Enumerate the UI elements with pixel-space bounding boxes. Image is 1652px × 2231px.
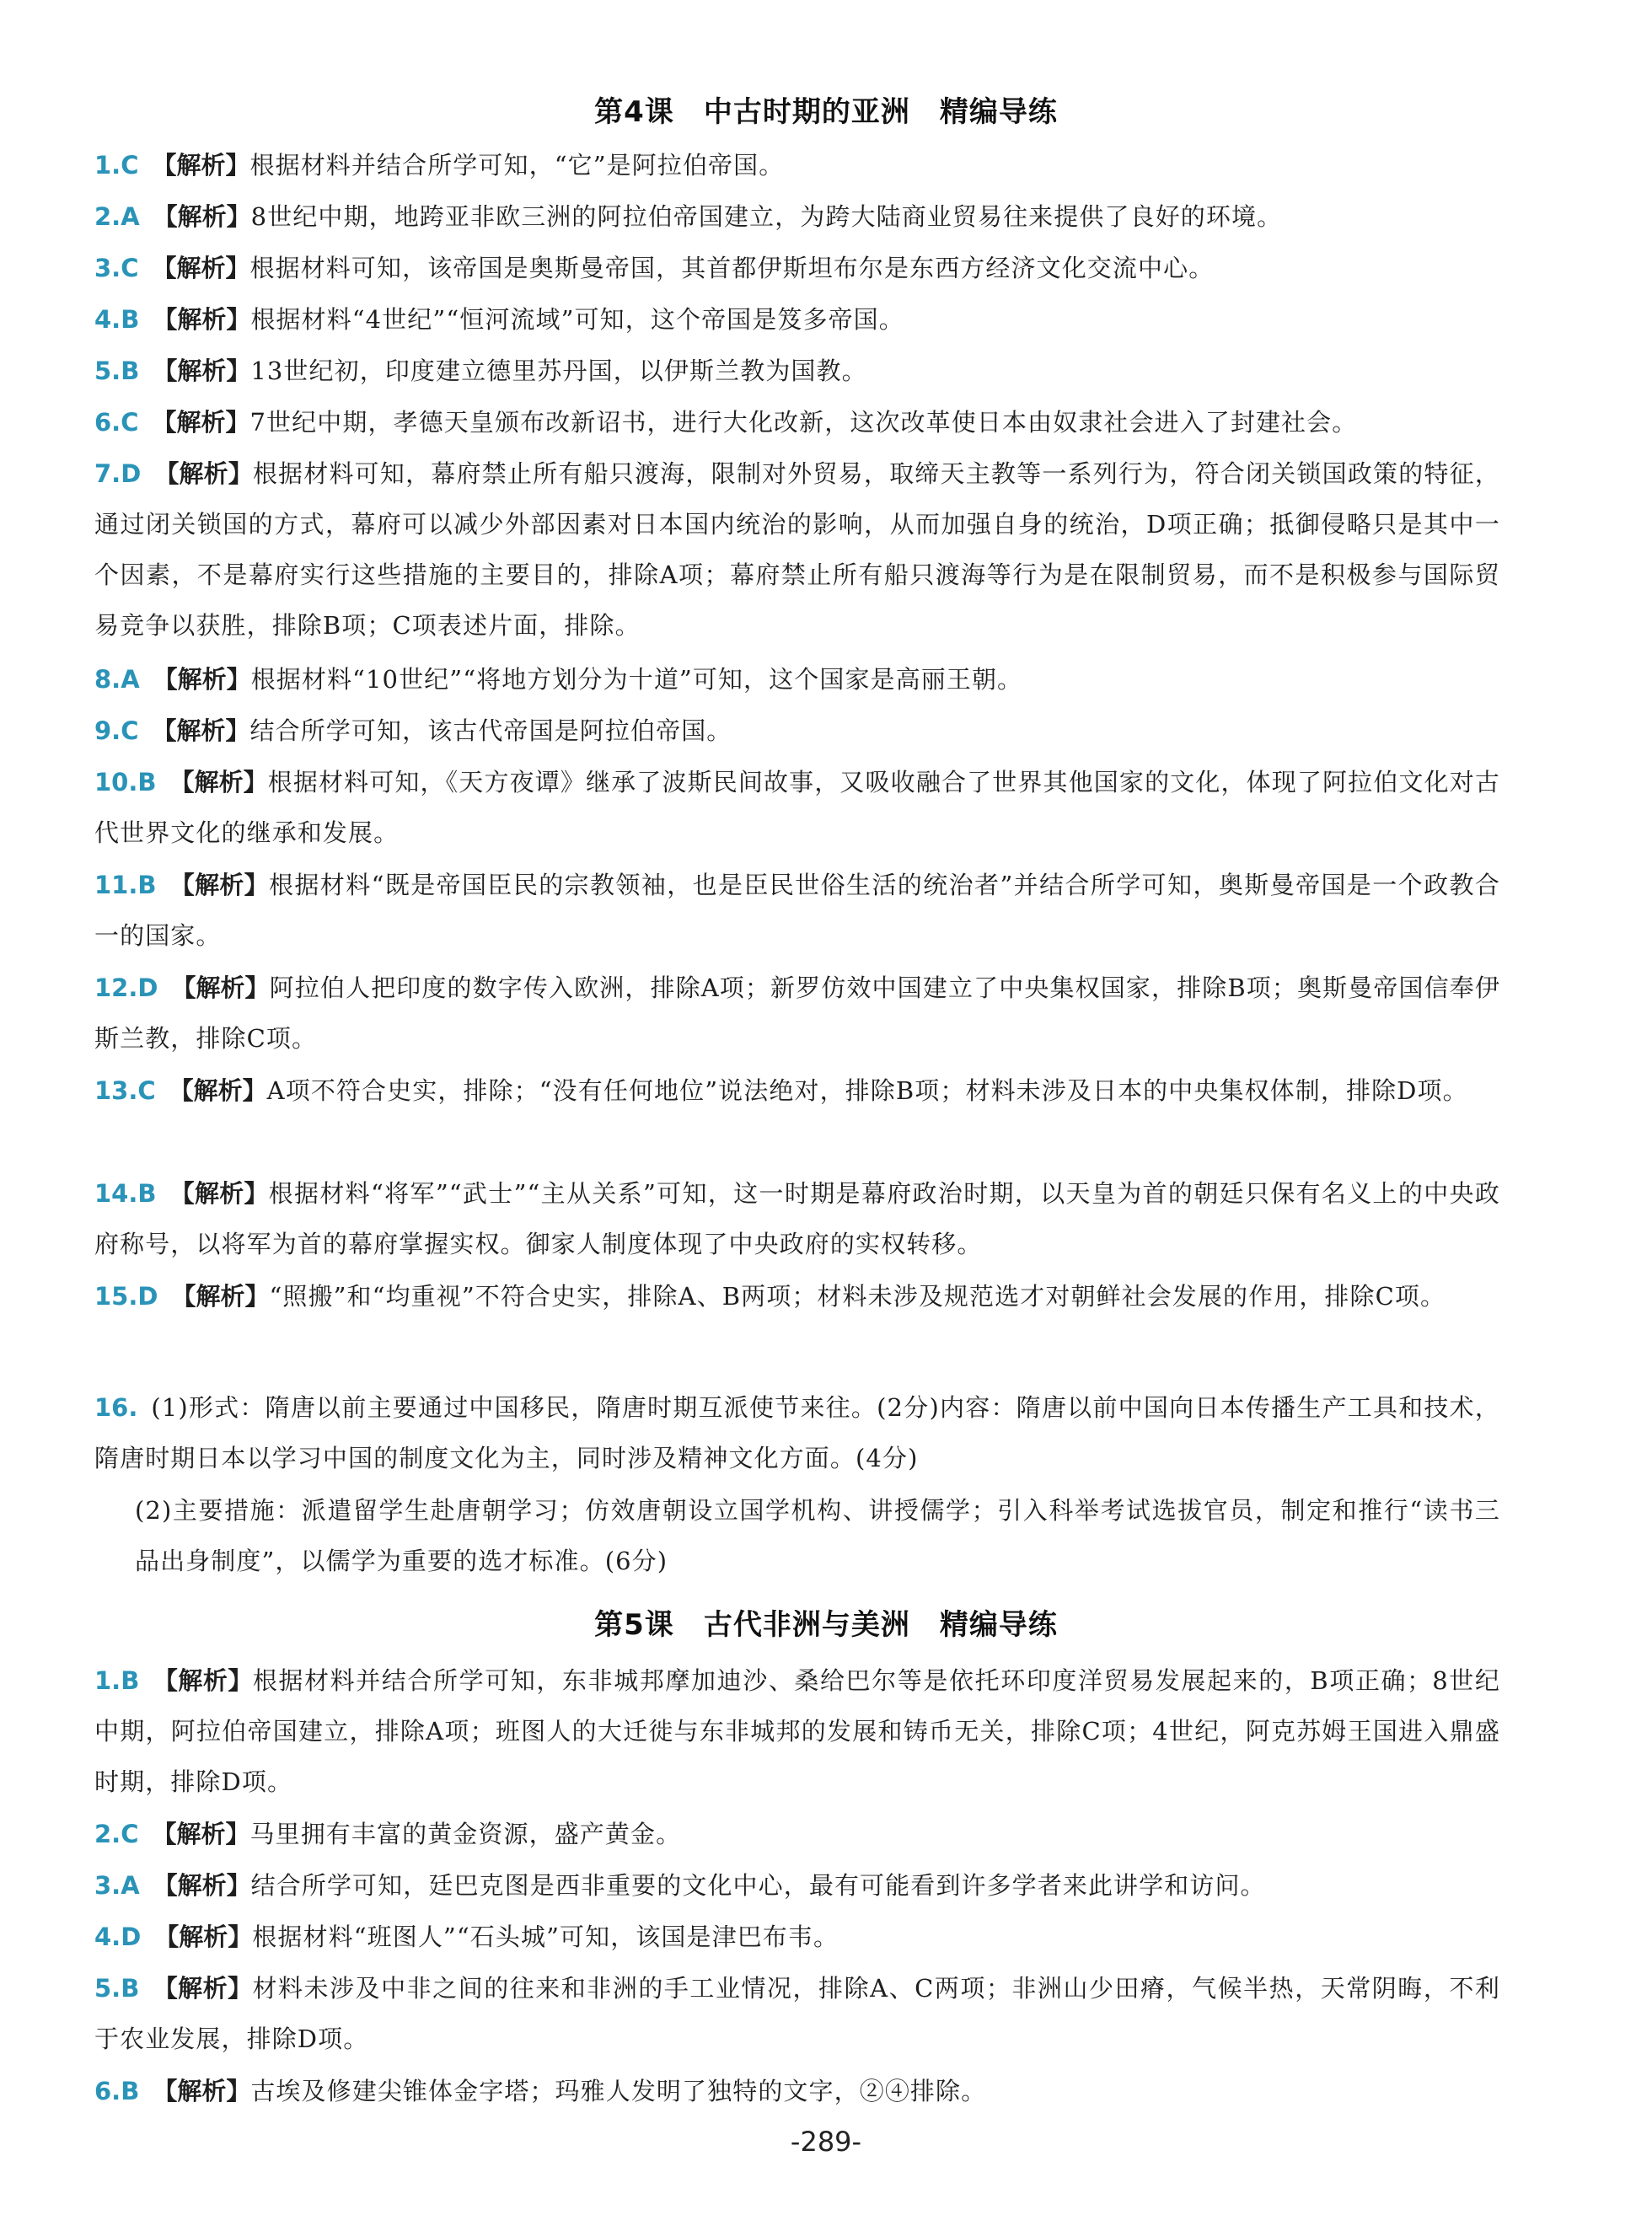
analysis-tag: 【解析】	[153, 357, 251, 385]
answer-text: 根据材料并结合所学可知，“它”是阿拉伯帝国。	[249, 151, 785, 180]
answer-text: “照搬”和“均重视”不符合史实，排除A、B两项；材料未涉及规范选才对朝鲜社会发展的作用，排除C项。	[269, 1282, 1446, 1311]
analysis-tag: 【解析】	[154, 459, 253, 488]
analysis-tag: 【解析】	[169, 871, 269, 899]
answer-text: 根据材料“4世纪”“恒河流域”可知，这个帝国是笈多帝国。	[250, 305, 904, 334]
answer-number: 2.A	[94, 202, 140, 231]
answer-item-16	[94, 1382, 1500, 1483]
analysis-tag: 【解析】	[153, 202, 251, 231]
answer-number: 3.A	[94, 1871, 140, 1900]
answer-item	[94, 654, 1500, 705]
answer-number: 1.B	[94, 1666, 140, 1695]
answer-number: 7.D	[94, 459, 142, 488]
answer-item	[94, 1271, 1500, 1322]
answer-text: 根据材料可知，该帝国是奥斯曼帝国，其首都伊斯坦布尔是东西方经济文化交流中心。	[249, 254, 1215, 282]
answer-text: 结合所学可知，该古代帝国是阿拉伯帝国。	[249, 716, 732, 745]
answer-number: 9.C	[94, 716, 139, 745]
answer-item	[94, 140, 1500, 190]
analysis-tag: 【解析】	[169, 768, 268, 796]
answer-number: 15.D	[94, 1282, 158, 1311]
analysis-tag: 【解析】	[153, 305, 251, 334]
answer-item	[94, 860, 1500, 961]
answer-text: 根据材料可知，幕府禁止所有船只渡海，限制对外贸易，取缔天主教等一系列行为，符合闭关锁国政策的特征，通过闭关锁国的方式，幕府可以减少外部因素对日本国内统治的影响，从而加强自身的统治，D项正确；抵御侵略只是其中一个因素，不是幕府实行这些措施的主要目的，排除A项；幕府禁止所有船只渡海等行为是在限制贸易，而不是积极参与国际贸易竞争以获胜，排除B项；C项表述片面，排除。	[94, 459, 1500, 640]
lesson-5-title: 第5课 古代非洲与美洲 精编导练	[594, 1608, 1058, 1642]
answer-number: 4.B	[94, 305, 140, 334]
answer-text: 根据材料“将军”“武士”“主从关系”可知，这一时期是幕府政治时期，以天皇为首的朝廷只保有名义上的中央政府称号，以将军为首的幕府掌握实权。御家人制度体现了中央政府的实权转移。	[94, 1179, 1500, 1258]
answer-item	[94, 346, 1500, 396]
answer-subpart: (2)主要措施：派遣留学生赴唐朝学习；仿效唐朝设立国学机构、讲授儒学；引入科举考试选拔官员，制定和推行“读书三品出身制度”，以儒学为重要的选才标准。(6分)	[135, 1496, 1500, 1575]
analysis-tag: 【解析】	[153, 1974, 253, 2003]
analysis-tag: 【解析】	[153, 1871, 251, 1900]
answer-text: 马里拥有丰富的黄金资源，盛产黄金。	[249, 1820, 682, 1848]
lesson-4-title: 第4课 中古时期的亚洲 精编导练	[594, 95, 1058, 129]
analysis-tag: 【解析】	[154, 1923, 253, 1951]
answer-number: 13.C	[94, 1076, 156, 1105]
answer-text: 根据材料“10世纪”“将地方划分为十道”可知，这个国家是高丽王朝。	[250, 665, 1023, 694]
answer-text: 根据材料并结合所学可知，东非城邦摩加迪沙、桑给巴尔等是依托环印度洋贸易发展起来的，B项正确；8世纪中期，阿拉伯帝国建立，排除A项；班图人的大迁徙与东非城邦的发展和铸币无关，排除C项；4世纪，阿克苏姆王国进入鼎盛时期，排除D项。	[94, 1666, 1500, 1796]
analysis-tag: 【解析】	[152, 254, 250, 282]
answer-text: 13世纪初，印度建立德里苏丹国，以伊斯兰教为国教。	[250, 357, 867, 385]
answer-text: 古埃及修建尖锥体金字塔；玛雅人发明了独特的文字，②④排除。	[250, 2077, 987, 2105]
answer-number: 16.	[94, 1393, 138, 1422]
answer-number: 4.D	[94, 1923, 142, 1951]
analysis-tag: 【解析】	[171, 1282, 270, 1311]
answer-item	[94, 1912, 1500, 1962]
analysis-tag: 【解析】	[153, 665, 251, 694]
answer-number: 1.C	[94, 151, 139, 180]
answer-item	[94, 963, 1500, 1064]
answer-text: 根据材料可知，《天方夜谭》继承了波斯民间故事，又吸收融合了世界其他国家的文化，体现了阿拉伯文化对古代世界文化的继承和发展。	[94, 768, 1500, 847]
analysis-tag: 【解析】	[152, 151, 250, 180]
answer-number: 5.B	[94, 357, 140, 385]
analysis-tag: 【解析】	[169, 1076, 267, 1105]
answer-number: 12.D	[94, 973, 158, 1002]
answer-item	[94, 294, 1500, 345]
analysis-tag: 【解析】	[171, 973, 270, 1002]
answer-text: 根据材料“既是帝国臣民的宗教领袖，也是臣民世俗生活的统治者”并结合所学可知，奥斯曼帝国是一个政教合一的国家。	[94, 871, 1500, 950]
answer-number: 6.B	[94, 2077, 140, 2105]
answer-text: 材料未涉及中非之间的往来和非洲的手工业情况，排除A、C两项；非洲山少田瘠，气候半热，天常阴晦，不利于农业发展，排除D项。	[94, 1974, 1500, 2053]
answer-item	[94, 1168, 1500, 1269]
answer-number: 3.C	[94, 254, 139, 282]
analysis-tag: 【解析】	[152, 716, 250, 745]
answer-item	[94, 1809, 1500, 1859]
answer-item	[94, 757, 1500, 858]
answer-number: 10.B	[94, 768, 157, 796]
answer-item	[94, 243, 1500, 293]
analysis-tag: 【解析】	[153, 2077, 251, 2105]
analysis-tag: 【解析】	[153, 1666, 253, 1695]
answer-number: 6.C	[94, 408, 139, 437]
analysis-tag: 【解析】	[169, 1179, 269, 1208]
answer-item	[94, 397, 1500, 448]
answer-number: 11.B	[94, 871, 157, 899]
answer-text: 8世纪中期，地跨亚非欧三洲的阿拉伯帝国建立，为跨大陆商业贸易往来提供了良好的环境。	[250, 202, 1283, 231]
answer-item	[94, 705, 1500, 756]
answer-text: 阿拉伯人把印度的数字传入欧洲，排除A项；新罗仿效中国建立了中央集权国家，排除B项；奥斯曼帝国信奉伊斯兰教，排除C项。	[94, 973, 1500, 1053]
answer-item	[94, 1963, 1500, 2064]
answer-text: A项不符合史实，排除；“没有任何地位”说法绝对，排除B项；材料未涉及日本的中央集权体制，排除D项。	[266, 1076, 1468, 1105]
answer-text: 7世纪中期，孝德天皇颁布改新诏书，进行大化改新，这次改革使日本由奴隶社会进入了封建社会。	[249, 408, 1358, 437]
answer-item	[94, 1065, 1500, 1116]
answer-number: 2.C	[94, 1820, 139, 1848]
answer-item	[94, 1655, 1500, 1807]
analysis-tag: 【解析】	[152, 408, 250, 437]
answer-item	[94, 1860, 1500, 1911]
answer-number: 8.A	[94, 665, 140, 694]
answer-number: 14.B	[94, 1179, 157, 1208]
analysis-tag: 【解析】	[152, 1820, 250, 1848]
answer-text: 根据材料“班图人”“石头城”可知，该国是津巴布韦。	[252, 1923, 839, 1951]
answer-item	[94, 448, 1500, 651]
page-number: -289-	[790, 2126, 862, 2158]
answer-number: 5.B	[94, 1974, 140, 2003]
answer-text: (1)形式：隋唐以前主要通过中国移民，隋唐时期互派使节来往。(2分)内容：隋唐以前中国向日本传播生产工具和技术，隋唐时期日本以学习中国的制度文化为主，同时涉及精神文化方面。(4分)	[94, 1393, 1500, 1472]
answer-text: 结合所学可知，廷巴克图是西非重要的文化中心，最有可能看到许多学者来此讲学和访问。	[250, 1871, 1266, 1900]
answer-item	[94, 191, 1500, 242]
answer-item	[94, 2066, 1500, 2116]
